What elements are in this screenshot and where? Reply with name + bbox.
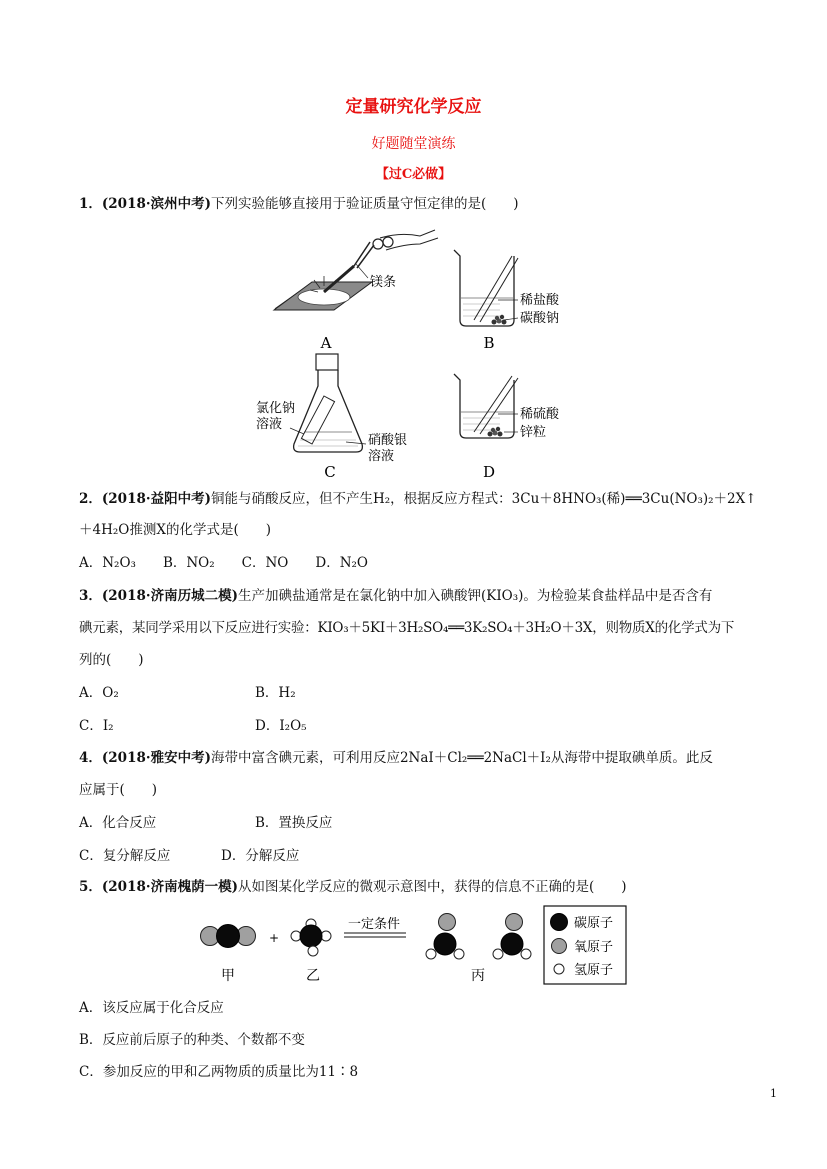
label-agno3-1: 硝酸银 [368, 433, 408, 448]
question-1 [79, 194, 519, 214]
question-4 [79, 748, 713, 768]
question-3-line-3: 列的( ) [79, 652, 144, 668]
question-1-source: (2018·滨州中考) [101, 196, 211, 212]
label-na2co3: 碳酸钠 [520, 311, 560, 326]
figure-a [274, 230, 438, 352]
question-4-option-d: D．分解反应 [221, 848, 300, 864]
page-number: 1 [770, 1087, 777, 1100]
question-2-number: 2． [79, 491, 102, 507]
question-3-option-b: B．H₂ [255, 685, 296, 701]
question-3-line-2: 碘元素，某同学采用以下反应进行实验：KIO₃＋5KI＋3H₂SO₄══3K₂SO₄＋3H₂O＋3X，则物质X的化学式为下 [79, 620, 735, 636]
question-4-line-2: 应属于( ) [79, 782, 158, 798]
label-yi: 乙 [306, 968, 320, 984]
label-agno3-2: 溶液 [368, 449, 395, 464]
question-4-source: (2018·雅安中考) [101, 750, 211, 766]
question-4-option-a: A．化合反应 [79, 815, 157, 831]
molecule-bing-1 [426, 914, 464, 960]
label-h2so4: 稀硫酸 [520, 407, 560, 422]
section-tag: 【过C必做】 [375, 167, 452, 182]
molecule-yi [291, 919, 331, 984]
legend-oxygen-swatch [552, 939, 567, 954]
legend-oxygen: 氧原子 [574, 940, 614, 955]
question-2-line-2: ＋4H₂O推测X的化学式是( ) [79, 522, 271, 538]
atom-legend [544, 906, 626, 984]
question-5-source: (2018·济南槐荫一模) [101, 879, 238, 895]
question-5-option-a: A．该反应属于化合反应 [79, 1000, 224, 1016]
plus-sign: + [268, 931, 280, 945]
figure-c [256, 354, 407, 481]
q1-apparatus-figure [256, 220, 600, 482]
label-jia: 甲 [221, 968, 235, 984]
question-1-text: 下列实验能够直接用于验证质量守恒定律的是( ) [210, 196, 519, 212]
label-a: A [320, 334, 332, 352]
question-2-source: (2018·益阳中考) [101, 491, 211, 507]
question-3 [79, 586, 712, 606]
figure-b [454, 250, 560, 352]
legend-carbon: 碳原子 [574, 916, 614, 931]
label-hcl: 稀盐酸 [520, 293, 560, 308]
page-title: 定量研究化学反应 [345, 97, 482, 117]
question-3-source: (2018·济南历城二模) [101, 588, 238, 604]
question-4-option-c: C．复分解反应 [79, 848, 171, 864]
question-3-line-1: 生产加碘盐通常是在氯化钠中加入碘酸钾(KIO₃)。为检验某食盐样品中是否含有 [237, 588, 713, 604]
label-bing: 丙 [471, 968, 485, 984]
question-3-option-c: C．I₂ [79, 718, 114, 734]
question-3-number: 3． [79, 588, 102, 604]
label-d: D [482, 463, 496, 481]
figure-d [454, 374, 560, 481]
molecule-bing-2 [493, 914, 531, 960]
label-nacl-2: 溶液 [256, 417, 283, 432]
reaction-arrow [344, 917, 406, 937]
question-5-option-b: B．反应前后原子的种类、个数都不变 [79, 1032, 305, 1048]
reaction-condition: 一定条件 [347, 917, 401, 932]
label-nacl-1: 氯化钠 [256, 401, 296, 416]
question-2-line-1: 铜能与硝酸反应，但不产生H₂，根据反应方程式：3Cu＋8HNO₃(稀)══3Cu(NO₃)₂＋2X↑ [210, 491, 757, 507]
legend-hydrogen-swatch [554, 964, 564, 974]
question-4-line-1: 海带中富含碘元素，可利用反应2NaI＋Cl₂══2NaCl＋I₂从海带中提取碘单质。此反 [210, 750, 713, 766]
q5-reaction-diagram [196, 904, 630, 990]
question-5-number: 5． [79, 879, 102, 895]
question-3-option-d: D．I₂O₅ [255, 718, 307, 734]
question-5 [79, 877, 627, 897]
question-3-option-a: A．O₂ [79, 685, 119, 701]
question-1-number: 1． [79, 196, 102, 212]
question-5-text: 从如图某化学反应的微观示意图中，获得的信息不正确的是( ) [237, 879, 627, 895]
question-4-number: 4． [79, 750, 102, 766]
question-5-option-c: C．参加反应的甲和乙两物质的质量比为11∶8 [79, 1064, 359, 1080]
page-subtitle: 好题随堂演练 [371, 136, 456, 152]
molecule-jia [201, 925, 256, 985]
legend-hydrogen: 氢原子 [574, 963, 614, 978]
question-2 [79, 489, 757, 509]
legend-carbon-swatch [551, 914, 568, 931]
label-zn: 锌粒 [520, 425, 547, 440]
question-2-options: A．N₂O₃ B．NO₂ C．NO D．N₂O [79, 555, 368, 571]
question-4-option-b: B．置换反应 [255, 815, 333, 831]
label-mg: 镁条 [370, 275, 397, 290]
label-c: C [324, 463, 336, 481]
label-b: B [483, 334, 495, 352]
